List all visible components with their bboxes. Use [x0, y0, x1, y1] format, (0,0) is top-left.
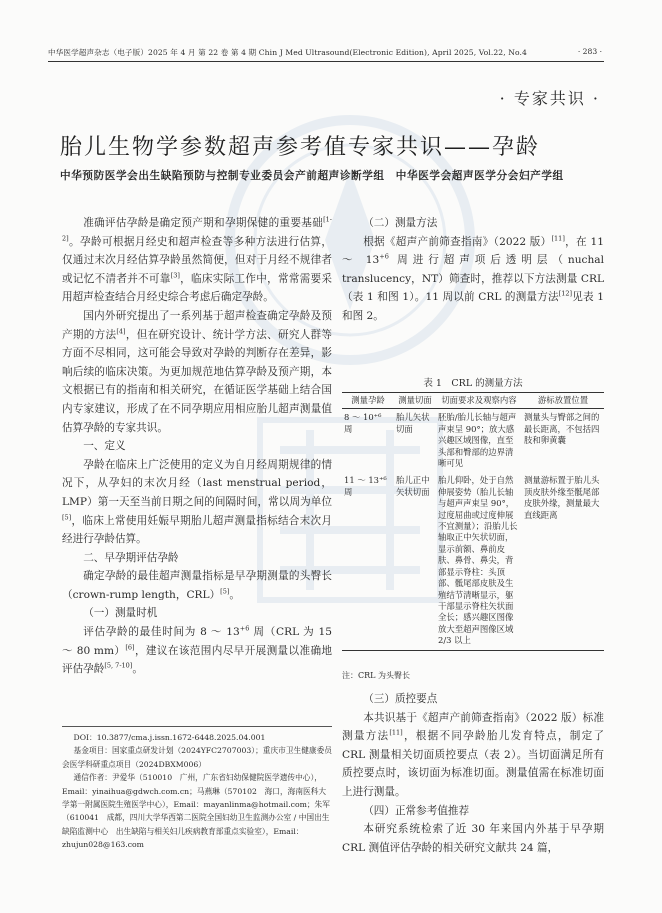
- corresponding-authors: 通信作者：尹爱华（510010 广州，广东省妇幼保健院医学遗传中心），Email：yinaihua@gdwch.com.cn；马燕琳（570102 海口，海南医科大学第一附属医院生殖医学中心），Email：mayanlinma@hotmail.com；朱军（610041 成都，四川大学华西第二医院全国妇幼卫生监测办公室 / 中国出生缺陷监测中心 出生缺陷与相关妇儿疾病教育部重点实验室），Email：zhujun028@163.com: [62, 773, 330, 850]
- table-cell: 11 ～ 13⁺⁶ 周: [342, 472, 394, 650]
- table-caption: 表 1 CRL 的测量方法: [423, 378, 523, 389]
- paragraph: 评估孕龄的最佳时间为 8 ～ $13^{+6}$ 周（CRL 为 15 ～ 80 mm）[6]，建议在该范围内尽早开展测量以准确地评估孕龄[5, 7-10]。: [62, 624, 333, 676]
- right-column-top: [342, 214, 604, 326]
- table-note: 注：CRL 为头臀长: [342, 671, 410, 680]
- section-heading: 一、定义: [83, 440, 126, 453]
- section-heading: 二、早孕期评估孕龄: [83, 551, 179, 564]
- footnotes: [62, 731, 332, 852]
- table-cell: 胎儿正中矢状切面: [394, 472, 436, 650]
- paragraph: 孕龄在临床上广泛使用的定义为自月经周期规律的情况下，从孕妇的末次月经（last menstrual period，LMP）第一天至当前日期之间的间隔时间，常以周为单位[5]，临床上常使用妊娠早期胎儿超声测量指标结合末次月经进行孕龄估算。: [62, 458, 332, 546]
- table-cell: 测量游标置于胎儿头顶皮肤外缘至骶尾部皮肤外缘，测量最大直线距离: [522, 472, 604, 650]
- subsection-heading: （三）质控要点: [363, 693, 438, 705]
- author-groups: 中华预防医学会出生缺陷预防与控制专业委员会产前超声诊断学组 中华医学会超声医学分会妇产学组: [60, 170, 564, 182]
- subsection-heading: （二）测量方法: [363, 217, 438, 229]
- table-row: [342, 472, 604, 650]
- paragraph: 准确评估孕龄是确定预产期和孕期保健的重要基础[1-2]。孕龄可根据月经史和超声检查等多种方法进行估算，仅通过末次月经估算孕龄虽然简便，但对于月经不规律者或记忆不清者并不可靠[3]，临床实际工作中，常常需要采用超声检查结合月经史综合考虑后确定孕龄。: [62, 215, 333, 304]
- funding-line: 基金项目：国家重点研发计划（2024YFC2707003）；重庆市卫生健康委员会医学科研重点项目（2024DBXM006）: [62, 746, 332, 769]
- subsection-heading: （一）测量时机: [83, 607, 158, 620]
- left-column: [62, 214, 332, 679]
- table-header: 测量孕龄: [342, 393, 394, 409]
- footnote-rule: [62, 726, 332, 727]
- table-header: 切面要求及观察内容: [436, 393, 522, 409]
- table-cell: 胎儿仰卧，处于自然伸展姿势（胎儿长轴与超声声束呈 90°，过度屈曲或过度伸展不宜测量）；沿胎儿长轴取正中矢状切面，显示前额、鼻前皮肤、鼻骨、鼻尖，背部显示脊柱：头顶部、骶尾部皮肤及生殖结节清晰显示，躯干部显示脊柱矢状面全长；感兴趣区图像放大至超声图像区域 2/3 以上: [436, 472, 522, 650]
- table-cell: 测量头与臀部之间的最长距离，不包括四肢和卵黄囊: [524, 412, 600, 446]
- table-header: 游标放置位置: [522, 393, 604, 409]
- paragraph: 根据《超声产前筛查指南》（2022 版）[11]，在 11 ～ $13^{+6}$ 周进行超声项后透明层（nuchal translucency，NT）筛查时，推荐以下方法测量 CRL（表 1 和图 1）。11 周以前 CRL 的测量方法[12]见表 1 和图 2。: [342, 234, 605, 322]
- table-row: [342, 409, 604, 473]
- page-number: · 283 ·: [577, 47, 602, 56]
- table-cell: 胎儿矢状切面: [396, 412, 430, 434]
- doi-line: DOI：10.3877/cma.j.issn.1672-6448.2025.04.001: [73, 733, 266, 742]
- paragraph: 确定孕龄的最佳超声测量指标是早孕期测量的头臀长（crown-rump length，CRL）[5]。: [62, 570, 332, 601]
- column-tag: · 专家共识 ·: [499, 89, 600, 108]
- table-cell: 胚胎/胎儿长轴与超声声束呈 90°；放大感兴趣区域图像，直至头部和臀部的边界清晰可见: [438, 412, 517, 469]
- table-cell: 8 ～ 10⁺⁶ 周: [344, 412, 382, 434]
- crl-method-table: [342, 392, 604, 651]
- journal-running-header: 中华医学超声杂志（电子版）2025 年 4 月 第 22 卷 第 4 期 Chin J Med Ultrasound(Electronic Edition), April 2025, Vol.22, No.4: [48, 48, 527, 57]
- paragraph: 本共识基于《超声产前筛查指南》（2022 版）标准测量方法[11]，根据不同孕龄胎儿发育特点，制定了 CRL 测量相关切面质控要点（表 2）。当切面满足所有质控要点时，该切面为标准切面。测量值需在标准切面上进行测量。: [342, 711, 605, 798]
- paragraph: 本研究系统检索了近 30 年来国内外基于早孕期 CRL 测值评估孕龄的相关研究文献共 24 篇，: [342, 823, 604, 854]
- header-rule: [48, 61, 604, 62]
- right-column-bottom: [342, 690, 604, 857]
- paragraph: 国内外研究提出了一系列基于超声检查确定孕龄及预产期的方法[4]，但在研究设计、统计学方法、研究人群等方面不尽相同，这可能会导致对孕龄的判断存在差异，影响后续的临床决策。为更加规范地估算孕龄及预产期，本文根据已有的指南和相关研究，在循证医学基础上结合国内专家建议，形成了在不同孕期应用相应胎儿超声测量值估算孕龄的专家共识。: [62, 309, 333, 434]
- article-title: 胎儿生物学参数超声参考值专家共识——孕龄: [60, 135, 541, 160]
- subsection-heading: （四）正常参考值推荐: [363, 804, 470, 817]
- table-header: 测量切面: [394, 393, 436, 409]
